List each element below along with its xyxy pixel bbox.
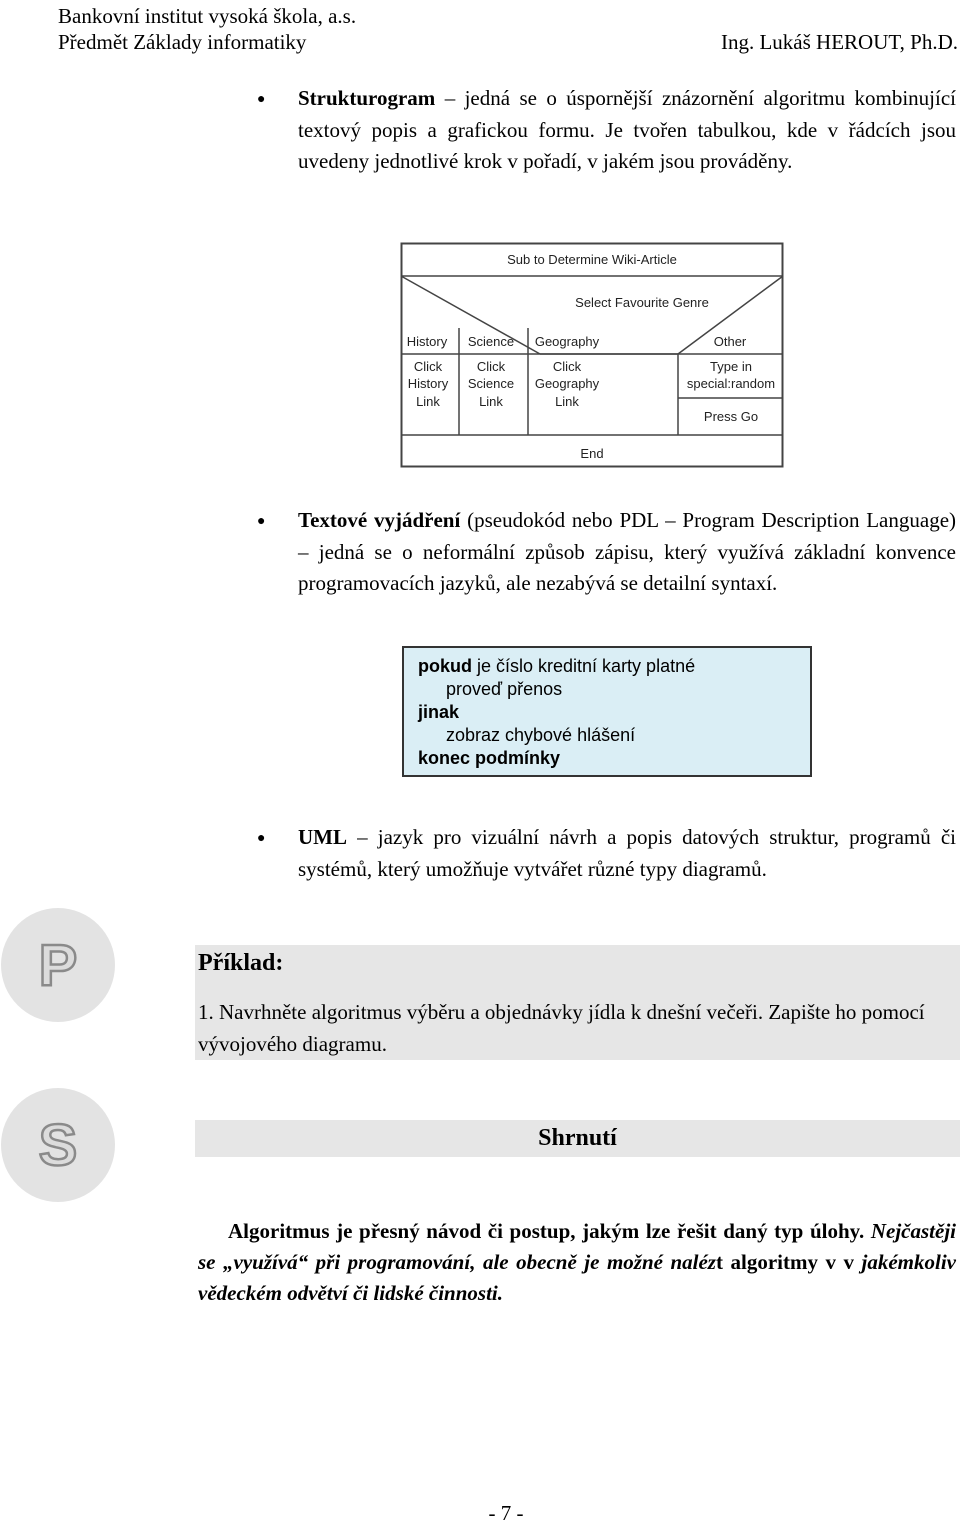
example-text: 1. Navrhněte algoritmus výběru a objednávky jídla k dnešní večeři. Zapište ho pomocí vývojového diagramu. — [198, 1000, 925, 1056]
pseudocode-box — [402, 646, 812, 777]
bullet-dot: ● — [257, 92, 266, 107]
kw-pokud: pokud — [418, 656, 472, 676]
branch-history: History — [406, 334, 448, 349]
kw-jinak: jinak — [418, 702, 460, 722]
geography-action-line: Link — [555, 394, 579, 409]
pseudo-action-1: proveď přenos — [446, 679, 563, 699]
geography-action-line: Click — [552, 359, 582, 374]
bullet-strukturogram — [298, 83, 956, 178]
branch-science: Science — [467, 334, 515, 349]
structogram-decision: Select Favourite Genre — [575, 295, 709, 310]
example-title: Příklad: — [198, 950, 284, 976]
bullet-text: jedná se o úspornější znázornění algoritmu kombinující textový popis a grafickou formu. Je tvořen tabulkou, kde v řádcích jsou uvedeny jednotlivé krok v pořadí, v jakém jsou prováděny. — [298, 86, 957, 173]
pseudo-condition: je číslo kreditní karty platné — [472, 656, 696, 676]
structogram-title: Sub to Determine Wiki-Article — [507, 252, 677, 267]
summary-title: Shrnutí — [195, 1120, 960, 1157]
bullet-textove-vyjadreni — [298, 505, 956, 600]
other-action-line: Type in — [710, 359, 752, 374]
history-action-line: History — [407, 376, 449, 391]
header-author: Ing. Lukáš HEROUT, Ph.D. — [720, 30, 958, 54]
term-textove-vyjadreni: Textové vyjádření — [298, 508, 461, 532]
summary-sentence: Nejčastěji se „využívá“ při programování, ale obecně je možné naléz — [198, 1219, 956, 1274]
bullet-dash: – — [357, 825, 368, 849]
kw-konec-podminky: konec podmínky — [418, 748, 561, 768]
other-press-go: Press Go — [703, 409, 759, 424]
pseudo-action-2: zobraz chybové hlášení — [446, 725, 636, 745]
structogram-diagram — [400, 242, 784, 468]
bullet-uml — [298, 822, 956, 885]
bullet-dot: ● — [257, 831, 266, 846]
header-school: Bankovní institut vysoká škola, a.s. — [58, 4, 357, 28]
bullet-text: jazyk pro vizuální návrh a popis datových struktur, programů či systémů, který umožňuje vytvářet různé typy diagramů. — [298, 825, 957, 881]
branch-geography: Geography — [534, 334, 600, 349]
summary-word: t algoritmy v v — [715, 1250, 854, 1274]
science-action-line: Click — [476, 359, 506, 374]
bullet-text: (pseudokód nebo PDL – Program Description Language) – jedná se o neformální způsob zápisu, který využívá základní konvence programovacích jazyků, ale nezabývá se detailní syntaxí. — [298, 508, 957, 595]
term-uml: UML — [298, 825, 347, 849]
page-number: - 7 - — [488, 1501, 524, 1525]
branch-other: Other — [713, 334, 747, 349]
term-strukturogram: Strukturogram — [298, 86, 436, 110]
geography-action-line: Geography — [534, 376, 600, 391]
history-action-line: Click — [413, 359, 443, 374]
summary-sentence: jakémkoliv vědeckém odvětví či lidské činnosti. — [198, 1250, 956, 1305]
summary-word: Algoritmus je přesný návod či postup, jakým lze řešit daný typ úlohy. — [228, 1219, 865, 1243]
other-action-line: special:random — [686, 376, 776, 391]
structogram-end: End — [580, 446, 604, 461]
bullet-dash: – — [444, 86, 456, 110]
history-action-line: Link — [416, 394, 440, 409]
header-subject: Předmět Základy informatiky — [58, 30, 307, 54]
bullet-dot: ● — [257, 514, 266, 529]
science-action-line: Science — [467, 376, 515, 391]
summary-text — [198, 1216, 956, 1309]
science-action-line: Link — [479, 394, 503, 409]
example-badge-icon: P — [1, 908, 115, 1022]
summary-badge-icon: S — [1, 1088, 115, 1202]
